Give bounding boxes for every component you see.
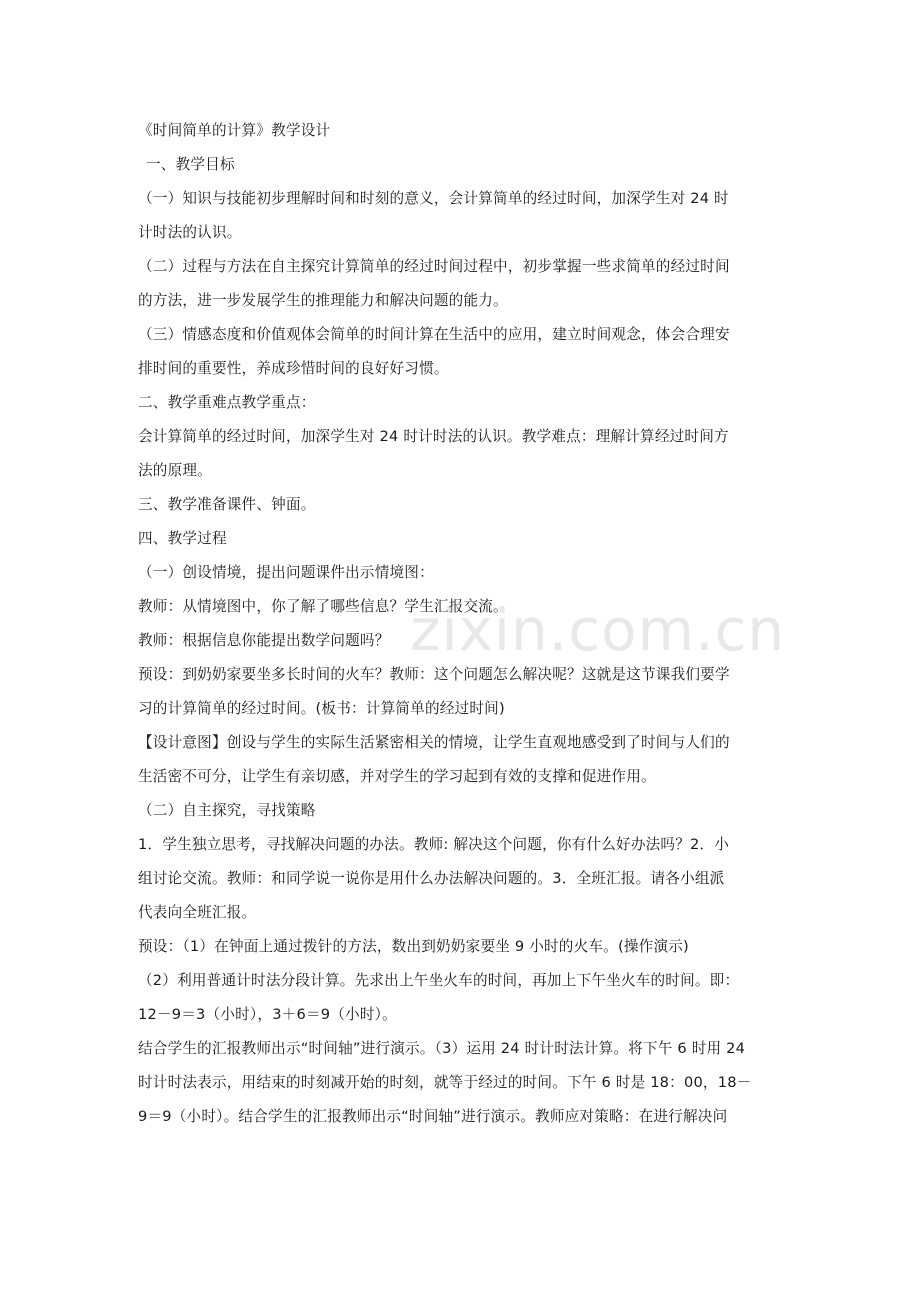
paragraph-line: 时计时法表示，用结束的时刻减开始的时刻，就等于经过的时间。下午 6 时是 18：00，18－ xyxy=(138,1074,752,1091)
paragraph-line: 预设：（1）在钟面上通过拨针的方法，数出到奶奶家要坐 9 小时的火车。(操作演示) xyxy=(138,938,689,955)
paragraph-line: 习的计算简单的经过时间。(板书：计算简单的经过时间) xyxy=(138,700,505,717)
paragraph-line: （一）创设情境，提出问题课件出示情境图： xyxy=(138,564,434,581)
paragraph-line: 12－9＝3（小时），3＋6＝9（小时）。 xyxy=(138,1006,397,1023)
paragraph-line: 预设：到奶奶家要坐多长时间的火车？教师：这个问题怎么解决呢？这就是这节课我们要学 xyxy=(138,666,730,683)
section-heading-goals: 一、教学目标 xyxy=(146,156,235,173)
paragraph-line: 计时法的认识。 xyxy=(138,224,242,241)
paragraph-line: 排时间的重要性，养成珍惜时间的良好好习惯。 xyxy=(138,360,449,377)
paragraph-line: 组讨论交流。教师：和同学说一说你是用什么办法解决问题的。3．全班汇报。请各小组派 xyxy=(138,870,725,887)
paragraph-line: 教师：根据信息你能提出数学问题吗？ xyxy=(138,632,390,649)
section-heading-preparation: 三、教学准备课件、钟面。 xyxy=(138,496,316,513)
document-body xyxy=(138,114,788,1134)
paragraph-line: 代表向全班汇报。 xyxy=(138,904,257,921)
paragraph-line: 1．学生独立思考，寻找解决问题的办法。教师: 解决这个问题，你有什么好办法吗？2．小 xyxy=(138,836,730,853)
paragraph-line: （三）情感态度和价值观体会简单的时间计算在生活中的应用，建立时间观念，体会合理安 xyxy=(138,326,730,343)
paragraph-line: （2）利用普通计时法分段计算。先求出上午坐火车的时间，再加上下午坐火车的时间。即： xyxy=(138,972,740,989)
paragraph-line: 会计算简单的经过时间，加深学生对 24 时计时法的认识。教学难点：理解计算经过时间方 xyxy=(138,428,729,445)
paragraph-line: （一）知识与技能初步理解时间和时刻的意义，会计算简单的经过时间，加深学生对 24 时 xyxy=(138,190,729,207)
paragraph-line: 9＝9（小时）。结合学生的汇报教师出示“时间轴”进行演示。教师应对策略：在进行解决问 xyxy=(138,1108,728,1125)
paragraph-line: （二）自主探究，寻找策略 xyxy=(138,802,316,819)
document-title: 《时间简单的计算》教学设计 xyxy=(138,122,331,139)
paragraph-line: 结合学生的汇报教师出示“时间轴”进行演示。（3）运用 24 时计时法计算。将下午 6 时用 24 xyxy=(138,1040,746,1057)
paragraph-line: （二）过程与方法在自主探究计算简单的经过时间过程中，初步掌握一些求简单的经过时间 xyxy=(138,258,730,275)
watermark: zixin.com.cn xyxy=(410,596,786,664)
section-heading-process: 四、教学过程 xyxy=(138,530,227,547)
paragraph-line: 生活密不可分，让学生有亲切感，并对学生的学习起到有效的支撑和促进作用。 xyxy=(138,768,656,785)
section-heading-key-points: 二、教学重难点教学重点： xyxy=(138,394,316,411)
paragraph-line: 教师：从情境图中，你了解了哪些信息？学生汇报交流。 xyxy=(138,598,508,615)
paragraph-line: 【设计意图】创设与学生的实际生活紧密相关的情境，让学生直观地感受到了时间与人们的 xyxy=(138,734,730,751)
paragraph-line: 法的原理。 xyxy=(138,462,212,479)
paragraph-line: 的方法，进一步发展学生的推理能力和解决问题的能力。 xyxy=(138,292,508,309)
